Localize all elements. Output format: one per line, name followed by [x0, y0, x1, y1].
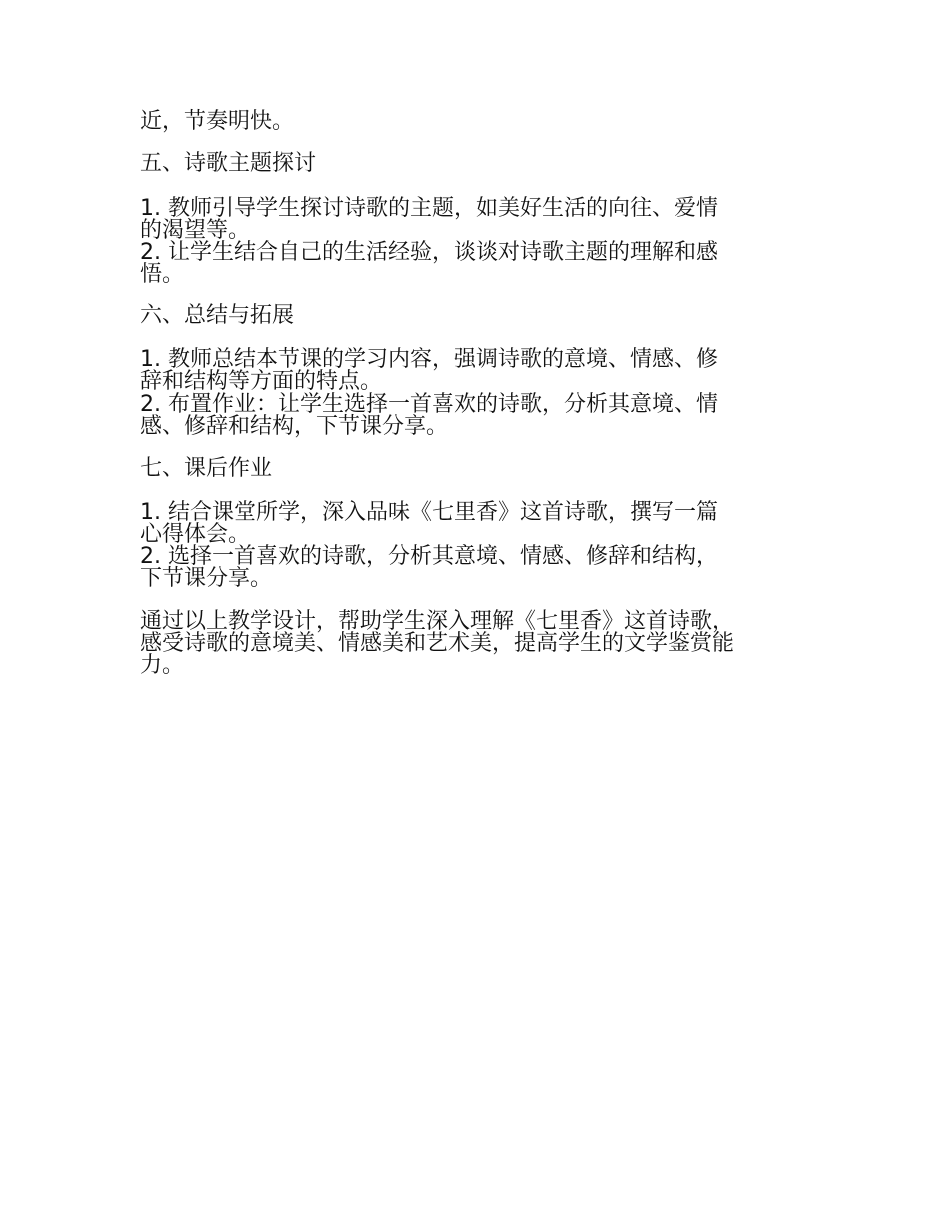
list-item-7-2-line-2: 下节课分享。 [140, 566, 273, 591]
list-item-6-2-line-1: 2. 布置作业：让学生选择一首喜欢的诗歌，分析其意境、情 [140, 392, 718, 417]
list-item-7-1-line-1: 1. 结合课堂所学，深入品味《七里香》这首诗歌，撰写一篇 [140, 500, 718, 525]
list-item-6-1-line-1: 1. 教师总结本节课的学习内容，强调诗歌的意境、情感、修 [140, 347, 718, 372]
list-item-7-2-line-1: 2. 选择一首喜欢的诗歌，分析其意境、情感、修辞和结构， [140, 544, 718, 569]
list-item-5-2-line-2: 悟。 [140, 262, 185, 287]
conclusion-line-2: 感受诗歌的意境美、情感美和艺术美，提高学生的文学鉴赏能 [140, 631, 735, 656]
list-item-6-1-line-2: 辞和结构等方面的特点。 [140, 369, 383, 394]
list-item-5-1-line-2: 的渴望等。 [140, 218, 251, 243]
conclusion-line-1: 通过以上教学设计，帮助学生深入理解《七里香》这首诗歌， [140, 609, 735, 634]
section-heading-7: 七、课后作业 [140, 456, 273, 481]
list-item-5-1-line-1: 1. 教师引导学生探讨诗歌的主题，如美好生活的向往、爱情 [140, 196, 718, 221]
list-item-7-1-line-2: 心得体会。 [140, 522, 251, 547]
section-heading-5: 五、诗歌主题探讨 [140, 151, 317, 176]
paragraph-intro-tail: 近，节奏明快。 [140, 109, 295, 134]
section-heading-6: 六、总结与拓展 [140, 303, 295, 328]
list-item-5-2-line-1: 2. 让学生结合自己的生活经验，谈谈对诗歌主题的理解和感 [140, 240, 718, 265]
conclusion-line-3: 力。 [140, 653, 185, 678]
list-item-6-2-line-2: 感、修辞和结构，下节课分享。 [140, 414, 449, 439]
